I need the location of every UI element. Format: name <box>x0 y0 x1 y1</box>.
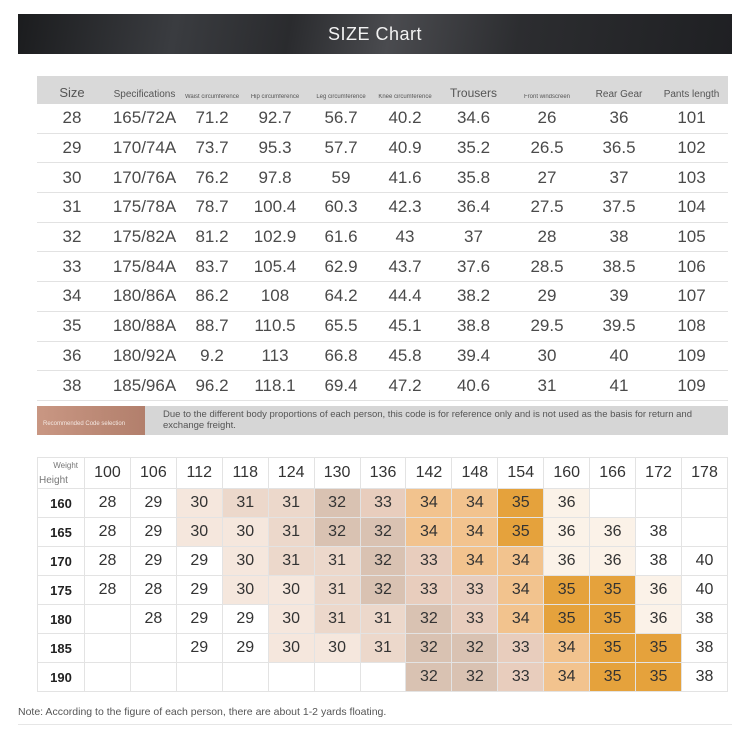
size-cell: 31 <box>360 634 406 663</box>
table-cell: 109 <box>677 345 706 365</box>
table-cell: 105 <box>677 227 706 247</box>
size-cell: 35 <box>544 576 590 605</box>
size-cell: 36 <box>590 518 636 547</box>
table-cell: 180/88A <box>112 316 177 336</box>
size-cell: 31 <box>314 576 360 605</box>
table-cell: 95.3 <box>258 138 292 158</box>
height-label: 160 <box>38 489 85 518</box>
size-cell: 31 <box>268 489 314 518</box>
table-cell: 61.6 <box>324 227 358 247</box>
size-cell: 30 <box>222 576 268 605</box>
table-cell: 106 <box>677 256 706 276</box>
weight-header: 106 <box>130 458 176 489</box>
table-cell: 71.2 <box>195 108 229 128</box>
table-cell: 59 <box>331 167 351 187</box>
size-cell: 29 <box>222 634 268 663</box>
size-cell: 35 <box>636 663 682 692</box>
table-cell: 104 <box>677 197 706 217</box>
notice-bar <box>37 406 728 435</box>
table-cell: 102.9 <box>253 227 297 247</box>
size-cell: 33 <box>406 576 452 605</box>
table-cell: 28 <box>537 227 557 247</box>
size-cell: 31 <box>268 518 314 547</box>
table-cell: 43 <box>395 227 415 247</box>
size-cell <box>360 663 406 692</box>
size-cell: 31 <box>314 605 360 634</box>
table-cell: 34 <box>62 286 82 306</box>
size-cell: 40 <box>681 576 727 605</box>
size-cell: 28 <box>85 518 131 547</box>
size-cell: 38 <box>681 634 727 663</box>
table-cell: 57.7 <box>324 138 358 158</box>
size-cell: 34 <box>452 547 498 576</box>
header-size: Size <box>59 85 85 100</box>
size-cell: 32 <box>314 518 360 547</box>
size-cell: 30 <box>222 518 268 547</box>
spec-table-body <box>37 104 728 401</box>
size-cell: 32 <box>406 663 452 692</box>
grid-row <box>38 576 728 605</box>
size-cell: 30 <box>176 518 222 547</box>
size-cell: 34 <box>406 518 452 547</box>
size-cell: 33 <box>498 634 544 663</box>
table-cell: 96.2 <box>195 375 229 395</box>
size-cell: 36 <box>544 518 590 547</box>
table-cell: 100.4 <box>253 197 297 217</box>
page-title: SIZE Chart <box>327 23 423 44</box>
size-cell: 31 <box>222 489 268 518</box>
size-cell: 35 <box>498 489 544 518</box>
table-cell: 88.7 <box>195 316 229 336</box>
table-cell: 41 <box>609 375 629 395</box>
table-cell: 26 <box>537 108 557 128</box>
table-cell: 31 <box>537 375 557 395</box>
weight-header: 118 <box>222 458 268 489</box>
table-cell: 40.9 <box>388 138 422 158</box>
size-cell: 36 <box>636 576 682 605</box>
size-cell: 32 <box>452 634 498 663</box>
size-cell: 35 <box>590 605 636 634</box>
grid-row <box>38 605 728 634</box>
table-cell: 30 <box>537 345 557 365</box>
size-cell: 35 <box>636 634 682 663</box>
header-knee: Knee circumference <box>378 94 432 100</box>
grid-corner <box>38 458 85 489</box>
size-cell: 31 <box>314 547 360 576</box>
table-cell: 97.8 <box>258 167 292 187</box>
header-leg: Leg circumference <box>316 94 366 100</box>
table-row <box>37 163 728 193</box>
table-cell: 39.5 <box>602 316 636 336</box>
table-cell: 35 <box>62 316 82 336</box>
table-cell: 62.9 <box>324 256 358 276</box>
size-cell: 35 <box>498 518 544 547</box>
table-cell: 101 <box>677 108 706 128</box>
height-label: 185 <box>38 634 85 663</box>
table-cell: 86.2 <box>195 286 229 306</box>
table-cell: 170/76A <box>112 167 177 187</box>
table-cell: 29 <box>62 138 82 158</box>
grid-row <box>38 634 728 663</box>
size-cell: 35 <box>590 634 636 663</box>
size-cell: 33 <box>452 576 498 605</box>
weight-header: 172 <box>636 458 682 489</box>
size-cell: 35 <box>590 576 636 605</box>
table-cell: 27.5 <box>530 197 564 217</box>
table-cell: 45.8 <box>388 345 422 365</box>
table-cell: 180/92A <box>112 345 177 365</box>
table-cell: 35.8 <box>456 167 491 187</box>
notice-tag: Recommended Code selection <box>37 406 145 435</box>
size-cell <box>130 634 176 663</box>
table-cell: 27 <box>537 167 557 187</box>
size-cell: 32 <box>314 489 360 518</box>
size-cell: 38 <box>681 663 727 692</box>
table-cell: 38.2 <box>456 286 491 306</box>
size-cell: 30 <box>222 547 268 576</box>
table-cell: 36 <box>609 108 629 128</box>
size-cell: 35 <box>590 663 636 692</box>
weight-header: 154 <box>498 458 544 489</box>
header-front-windscreen: Front windscreen <box>523 94 571 100</box>
size-cell <box>681 518 727 547</box>
weight-header: 124 <box>268 458 314 489</box>
size-cell: 34 <box>452 518 498 547</box>
size-cell: 32 <box>406 634 452 663</box>
table-cell: 60.3 <box>324 197 358 217</box>
grid-row <box>38 489 728 518</box>
table-cell: 9.2 <box>200 345 224 365</box>
size-cell: 34 <box>452 489 498 518</box>
divider <box>18 724 732 725</box>
size-cell: 29 <box>130 547 176 576</box>
size-cell: 29 <box>130 518 176 547</box>
size-cell: 30 <box>268 605 314 634</box>
table-cell: 40.2 <box>388 108 422 128</box>
table-cell: 28 <box>62 108 82 128</box>
size-cell: 29 <box>222 605 268 634</box>
table-cell: 107 <box>677 286 706 306</box>
size-cell: 36 <box>544 489 590 518</box>
size-cell: 38 <box>636 518 682 547</box>
table-cell: 35.2 <box>456 138 491 158</box>
weight-header: 166 <box>590 458 636 489</box>
size-cell <box>130 663 176 692</box>
table-row <box>37 104 728 134</box>
table-cell: 43.7 <box>388 256 422 276</box>
table-cell: 66.8 <box>324 345 358 365</box>
table-cell: 113 <box>261 345 289 365</box>
table-cell: 32 <box>62 227 82 247</box>
table-cell: 45.1 <box>388 316 422 336</box>
size-cell <box>314 663 360 692</box>
weight-header: 178 <box>681 458 727 489</box>
table-cell: 103 <box>677 167 706 187</box>
size-cell: 28 <box>130 576 176 605</box>
grid-body <box>38 489 728 692</box>
size-cell: 30 <box>268 576 314 605</box>
table-row <box>37 193 728 223</box>
table-cell: 34.6 <box>456 108 491 128</box>
table-cell: 110.5 <box>254 316 296 336</box>
size-cell: 32 <box>360 576 406 605</box>
table-cell: 73.7 <box>195 138 229 158</box>
weight-header: 142 <box>406 458 452 489</box>
size-cell: 30 <box>176 489 222 518</box>
corner-height-label: Height <box>39 475 68 486</box>
size-cell <box>176 663 222 692</box>
size-cell <box>85 634 131 663</box>
size-cell <box>636 489 682 518</box>
notice-text: Due to the different body proportions of each person, this code is for reference only and is not used as the basis for return and exchange freight. <box>163 409 692 431</box>
weight-header: 112 <box>176 458 222 489</box>
height-label: 170 <box>38 547 85 576</box>
size-cell: 36 <box>544 547 590 576</box>
table-cell: 47.2 <box>388 375 422 395</box>
table-cell: 37.6 <box>456 256 491 276</box>
table-cell: 83.7 <box>195 256 229 276</box>
table-cell: 170/74A <box>112 138 177 158</box>
footnote: Note: According to the figure of each person, there are about 1-2 yards floating. <box>18 706 387 718</box>
weight-header: 136 <box>360 458 406 489</box>
size-cell: 32 <box>360 547 406 576</box>
size-cell: 32 <box>360 518 406 547</box>
table-cell: 37 <box>609 167 629 187</box>
size-cell: 33 <box>360 489 406 518</box>
spec-table-header <box>37 76 728 104</box>
size-cell: 33 <box>452 605 498 634</box>
weight-header: 148 <box>452 458 498 489</box>
table-cell: 180/86A <box>112 286 177 306</box>
size-cell: 36 <box>590 547 636 576</box>
table-cell: 39 <box>609 286 629 306</box>
table-cell: 105.4 <box>253 256 297 276</box>
height-label: 180 <box>38 605 85 634</box>
table-cell: 38.8 <box>456 316 491 336</box>
spec-table <box>37 76 728 401</box>
height-label: 165 <box>38 518 85 547</box>
table-cell: 33 <box>62 256 82 276</box>
size-cell: 34 <box>406 489 452 518</box>
grid-header-row <box>38 458 728 489</box>
table-cell: 69.4 <box>324 375 358 395</box>
table-cell: 37.5 <box>602 197 636 217</box>
weight-header: 100 <box>85 458 131 489</box>
table-cell: 39.4 <box>456 345 491 365</box>
table-cell: 44.4 <box>388 286 422 306</box>
size-cell: 38 <box>636 547 682 576</box>
size-cell: 36 <box>636 605 682 634</box>
table-row <box>37 342 728 372</box>
size-cell: 34 <box>544 663 590 692</box>
table-cell: 36.4 <box>456 197 491 217</box>
table-cell: 109 <box>677 375 706 395</box>
table-cell: 102 <box>677 138 706 158</box>
weight-header: 130 <box>314 458 360 489</box>
table-cell: 65.5 <box>324 316 358 336</box>
table-row <box>37 134 728 164</box>
size-cell: 29 <box>176 605 222 634</box>
size-cell <box>268 663 314 692</box>
header-banner <box>18 14 732 54</box>
table-row <box>37 252 728 282</box>
size-cell: 28 <box>85 489 131 518</box>
table-cell: 175/82A <box>112 227 177 247</box>
size-cell: 33 <box>406 547 452 576</box>
table-cell: 81.2 <box>195 227 229 247</box>
table-cell: 185/96A <box>112 375 177 395</box>
size-cell: 34 <box>498 605 544 634</box>
size-cell: 28 <box>85 547 131 576</box>
table-cell: 26.5 <box>530 138 564 158</box>
table-row <box>37 312 728 342</box>
table-cell: 30 <box>62 167 82 187</box>
header-pants-length: Pants length <box>663 89 720 100</box>
header-rear-gear: Rear Gear <box>595 89 643 100</box>
size-cell: 38 <box>681 605 727 634</box>
size-cell: 35 <box>544 605 590 634</box>
size-cell: 31 <box>268 547 314 576</box>
table-cell: 64.2 <box>324 286 358 306</box>
height-weight-grid <box>37 457 728 692</box>
table-cell: 37 <box>464 227 483 247</box>
height-label: 175 <box>38 576 85 605</box>
height-label: 190 <box>38 663 85 692</box>
size-cell <box>85 663 131 692</box>
grid-row <box>38 518 728 547</box>
table-cell: 76.2 <box>195 167 229 187</box>
size-cell: 33 <box>498 663 544 692</box>
header-hip: Hip circumference <box>250 94 300 100</box>
table-cell: 40 <box>609 345 629 365</box>
table-cell: 56.7 <box>324 108 358 128</box>
table-cell: 38 <box>609 227 629 247</box>
size-cell <box>681 489 727 518</box>
header-trousers: Trousers <box>450 86 497 100</box>
table-cell: 108 <box>677 316 706 336</box>
table-cell: 38.5 <box>602 256 636 276</box>
header-waist: Waist circumference <box>184 94 240 100</box>
table-cell: 175/84A <box>112 256 177 276</box>
size-cell: 34 <box>544 634 590 663</box>
grid-row <box>38 547 728 576</box>
size-cell: 28 <box>85 576 131 605</box>
size-cell: 30 <box>314 634 360 663</box>
size-cell: 32 <box>452 663 498 692</box>
size-cell: 29 <box>176 576 222 605</box>
size-cell: 32 <box>406 605 452 634</box>
table-cell: 42.3 <box>388 197 422 217</box>
table-cell: 36.5 <box>602 138 636 158</box>
table-cell: 29.5 <box>530 316 564 336</box>
table-cell: 38 <box>62 375 82 395</box>
size-cell: 30 <box>268 634 314 663</box>
table-row <box>37 371 728 401</box>
size-cell: 29 <box>176 634 222 663</box>
size-cell: 40 <box>681 547 727 576</box>
table-cell: 165/72A <box>112 108 177 128</box>
size-cell: 31 <box>360 605 406 634</box>
size-cell <box>590 489 636 518</box>
grid-row <box>38 663 728 692</box>
table-cell: 29 <box>537 286 557 306</box>
table-cell: 40.6 <box>456 375 491 395</box>
size-cell <box>85 605 131 634</box>
table-cell: 28.5 <box>530 256 564 276</box>
table-cell: 36 <box>62 345 82 365</box>
size-cell: 28 <box>130 605 176 634</box>
size-cell <box>222 663 268 692</box>
table-cell: 175/78A <box>112 197 177 217</box>
table-cell: 78.7 <box>195 197 229 217</box>
table-cell: 31 <box>62 197 82 217</box>
table-row <box>37 282 728 312</box>
table-cell: 92.7 <box>258 108 292 128</box>
size-cell: 29 <box>176 547 222 576</box>
table-cell: 118.1 <box>254 375 296 395</box>
size-cell: 34 <box>498 576 544 605</box>
size-cell: 29 <box>130 489 176 518</box>
size-cell: 34 <box>498 547 544 576</box>
table-cell: 41.6 <box>388 167 422 187</box>
table-cell: 108 <box>260 286 290 306</box>
corner-weight-label: Weight <box>53 461 78 470</box>
header-specifications: Specifications <box>113 89 176 100</box>
table-row <box>37 223 728 253</box>
weight-header: 160 <box>544 458 590 489</box>
